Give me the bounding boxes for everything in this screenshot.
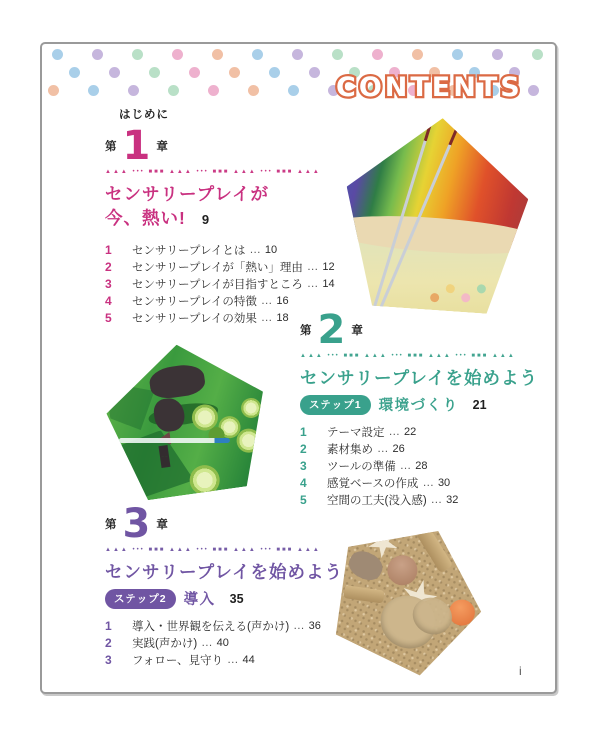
polka-dot [212, 49, 223, 60]
chapter-suffix: 章 [156, 519, 168, 531]
toc-item-page: 40 [216, 636, 229, 649]
toc-item-number: 1 [105, 618, 112, 633]
polka-dot [208, 85, 219, 96]
chapter-3-toc-list [105, 617, 360, 668]
polka-dot [269, 67, 280, 78]
intro-label: はじめに [119, 109, 169, 121]
toc-item-number: 2 [300, 441, 307, 456]
toc-item-label: 実践(声かけ) [132, 637, 198, 650]
chapter-1-label [105, 123, 360, 169]
toc-item-label: 感覚ベースの作成 [327, 477, 419, 490]
toc-item-separator: … [260, 311, 273, 324]
chapter-1-title-line2 [105, 206, 360, 232]
toc-item-label: センサリープレイとは [132, 244, 246, 257]
polka-dot [48, 85, 59, 96]
polka-dot [372, 49, 383, 60]
toc-item-page: 16 [276, 294, 289, 307]
chapter-3-label [105, 501, 360, 547]
toc-item-label: テーマ設定 [327, 426, 385, 439]
shell [372, 506, 401, 535]
polka-dot [248, 85, 259, 96]
chapter-2-page: 21 [472, 397, 487, 412]
lime-slice [240, 397, 263, 420]
divider-ornament: ▲▲▲ ••• ■■■ ▲▲▲ ••• ■■■ ▲▲▲ ••• ■■■ ▲▲▲ [105, 169, 321, 175]
toc-item [300, 457, 555, 474]
polka-dot [229, 67, 240, 78]
chapter-3-step-row [105, 589, 360, 608]
lime-slice [187, 463, 221, 497]
toc-item-number: 1 [105, 242, 112, 257]
chapter-2-label [300, 307, 555, 353]
chapter-2-toc-list [300, 423, 555, 508]
photo-hippo-lime-tray [98, 334, 275, 505]
step-label: 環境づくり [378, 398, 459, 414]
toc-item-page: 44 [242, 653, 255, 666]
toc-item [105, 241, 360, 258]
polka-dot [252, 49, 263, 60]
toc-item-page: 12 [322, 260, 335, 273]
toc-item [300, 423, 555, 440]
page-frame [40, 42, 557, 694]
toc-item-separator: … [260, 294, 273, 307]
chapter-2-step-row [300, 395, 555, 414]
starfish [451, 545, 482, 576]
toc-item-separator: … [306, 277, 319, 290]
chapter-1-title [105, 182, 360, 232]
shell [383, 550, 423, 590]
divider-ornament: ▲▲▲ ••• ■■■ ▲▲▲ ••• ■■■ ▲▲▲ ••• ■■■ ▲▲▲ [300, 353, 516, 359]
toc-item-number: 4 [300, 475, 307, 490]
polka-dot [132, 49, 143, 60]
toc-item-number: 4 [105, 293, 112, 308]
polka-dot [189, 67, 200, 78]
chapter-1-block [105, 123, 360, 326]
toc-item-page: 26 [392, 442, 405, 455]
toc-item-label: センサリープレイが目指すところ [132, 278, 303, 291]
chapter-3-title: センサリープレイを始めよう [105, 562, 344, 582]
polka-dot [128, 85, 139, 96]
polka-dot [288, 85, 299, 96]
wooden-scoop [416, 526, 453, 573]
toc-item-separator: … [430, 493, 443, 506]
toc-item-number: 2 [105, 259, 112, 274]
chapter-3-page: 35 [229, 591, 244, 606]
chapter-1-page: 9 [201, 212, 210, 227]
toc-item-separator: … [399, 459, 412, 472]
hippo-head [152, 396, 186, 433]
toc-item-separator: … [293, 619, 305, 632]
toc-item-label: 導入・世界観を伝える(声かけ) [132, 620, 290, 633]
toc-item-label: センサリープレイが「熱い」理由 [132, 261, 303, 274]
chapter-2-title: センサリープレイを始めよう [300, 368, 539, 388]
toc-item-separator: … [377, 442, 389, 455]
polka-dot [528, 85, 539, 96]
toc-item-label: 素材集め [327, 443, 373, 456]
toc-item-number: 5 [300, 492, 307, 507]
toc-item [300, 474, 555, 491]
hippo-body [148, 362, 206, 400]
toc-item [105, 275, 360, 292]
polka-dot [88, 85, 99, 96]
toc-item [105, 634, 360, 651]
toc-item-separator: … [422, 476, 434, 489]
polka-dot [332, 49, 343, 60]
chapter-suffix: 章 [156, 141, 168, 153]
toc-item-label: 空間の工夫(没入感) [327, 494, 427, 507]
chapter-number: 3 [122, 501, 151, 547]
pastel-ball [461, 293, 471, 303]
page-title: CONTENTS [336, 72, 523, 103]
chapter-prefix: 第 [105, 141, 117, 153]
polka-dot [292, 49, 303, 60]
polka-dot [168, 85, 179, 96]
toc-item-page: 30 [437, 476, 451, 489]
pastel-ball [445, 284, 455, 294]
toc-item-label: センサリープレイの効果 [132, 312, 257, 325]
polka-dot [109, 67, 120, 78]
chapter-1-title-line2-text: 今、熱い! [105, 208, 186, 228]
chapter-1-title-line1: センサリープレイが [105, 184, 270, 204]
chapter-2-block [300, 307, 555, 508]
polka-dot [172, 49, 183, 60]
step-label: 導入 [183, 592, 216, 608]
polka-dot [412, 49, 423, 60]
toc-item-separator: … [226, 653, 239, 666]
polka-dot [452, 49, 463, 60]
toc-item-separator: … [201, 636, 213, 649]
polka-dot [149, 67, 160, 78]
polka-dot [492, 49, 503, 60]
chapter-suffix: 章 [351, 325, 363, 337]
polka-dot [69, 67, 80, 78]
toc-item-number: 2 [105, 635, 112, 650]
toc-item [105, 651, 360, 668]
pipette [119, 438, 230, 443]
toc-item-label: フォロー、見守り [132, 654, 223, 667]
toc-item-separator: … [388, 425, 400, 438]
polka-dot [92, 49, 103, 60]
hippo-leg [160, 456, 170, 468]
toc-item-number: 5 [105, 310, 112, 325]
toc-item-page: 14 [322, 277, 335, 290]
toc-item-label: ツールの準備 [327, 460, 396, 473]
toc-item-separator: … [249, 243, 261, 256]
toc-item [300, 440, 555, 457]
toc-item-label: センサリープレイの特徴 [132, 295, 257, 308]
toc-item-number: 3 [105, 276, 112, 291]
step-badge: ステップ2 [105, 589, 176, 609]
toc-item-page: 36 [308, 619, 321, 632]
toc-item-page: 22 [404, 425, 417, 438]
toc-item-page: 28 [415, 459, 428, 472]
polka-dot [532, 49, 543, 60]
toc-item-page: 18 [276, 311, 289, 324]
toc-item-number: 1 [300, 424, 307, 439]
toc-item-page: 10 [264, 243, 278, 256]
toc-item-number: 3 [300, 458, 307, 473]
chapter-number: 1 [122, 123, 151, 169]
chapter-number: 2 [317, 307, 346, 353]
toc-item [105, 617, 360, 634]
step-badge: ステップ1 [300, 395, 371, 415]
toc-item [105, 258, 360, 275]
chapter-prefix: 第 [105, 519, 117, 531]
toc-item-separator: … [306, 260, 319, 273]
toc-item-page: 32 [446, 493, 459, 506]
polka-dot [309, 67, 320, 78]
chapter-prefix: 第 [300, 325, 312, 337]
toc-item-number: 3 [105, 652, 112, 667]
divider-ornament: ▲▲▲ ••• ■■■ ▲▲▲ ••• ■■■ ▲▲▲ ••• ■■■ ▲▲▲ [105, 547, 321, 553]
polka-dot [52, 49, 63, 60]
page-number: i [519, 664, 522, 678]
chapter-3-block [105, 501, 360, 668]
